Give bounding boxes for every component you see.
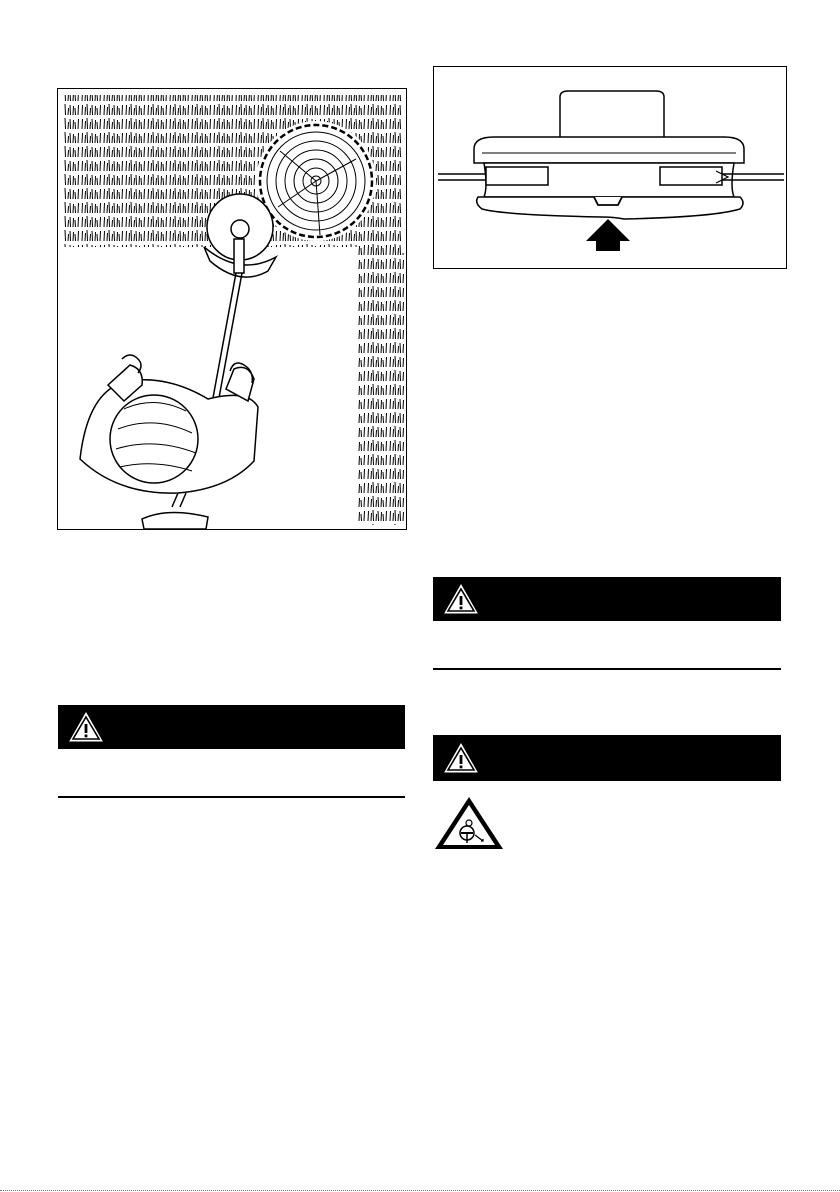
tree-trunk-illustration <box>260 125 372 237</box>
warning-triangle-icon <box>443 583 479 615</box>
warning-triangle-icon <box>443 742 479 774</box>
grass-area-right <box>358 253 404 525</box>
thrown-objects-hazard-symbol <box>433 795 505 851</box>
figure-operator-trimming <box>57 88 407 530</box>
thrown-objects-hazard-icon <box>433 795 505 851</box>
warning-triangle-icon <box>68 711 104 743</box>
warning-end-rule <box>433 668 781 670</box>
warning-banner <box>433 735 781 781</box>
warning-banner <box>58 705 405 749</box>
operator-with-brushcutter-illustration <box>58 89 406 529</box>
page-bottom-border <box>0 1190 840 1191</box>
figure-trimmer-head <box>433 66 787 269</box>
warning-banner <box>433 577 781 621</box>
arrow-up-icon <box>586 219 630 251</box>
trimmer-head-illustration <box>204 194 276 277</box>
trimmer-head-with-arrow-illustration <box>434 67 786 268</box>
warning-end-rule <box>58 796 405 798</box>
